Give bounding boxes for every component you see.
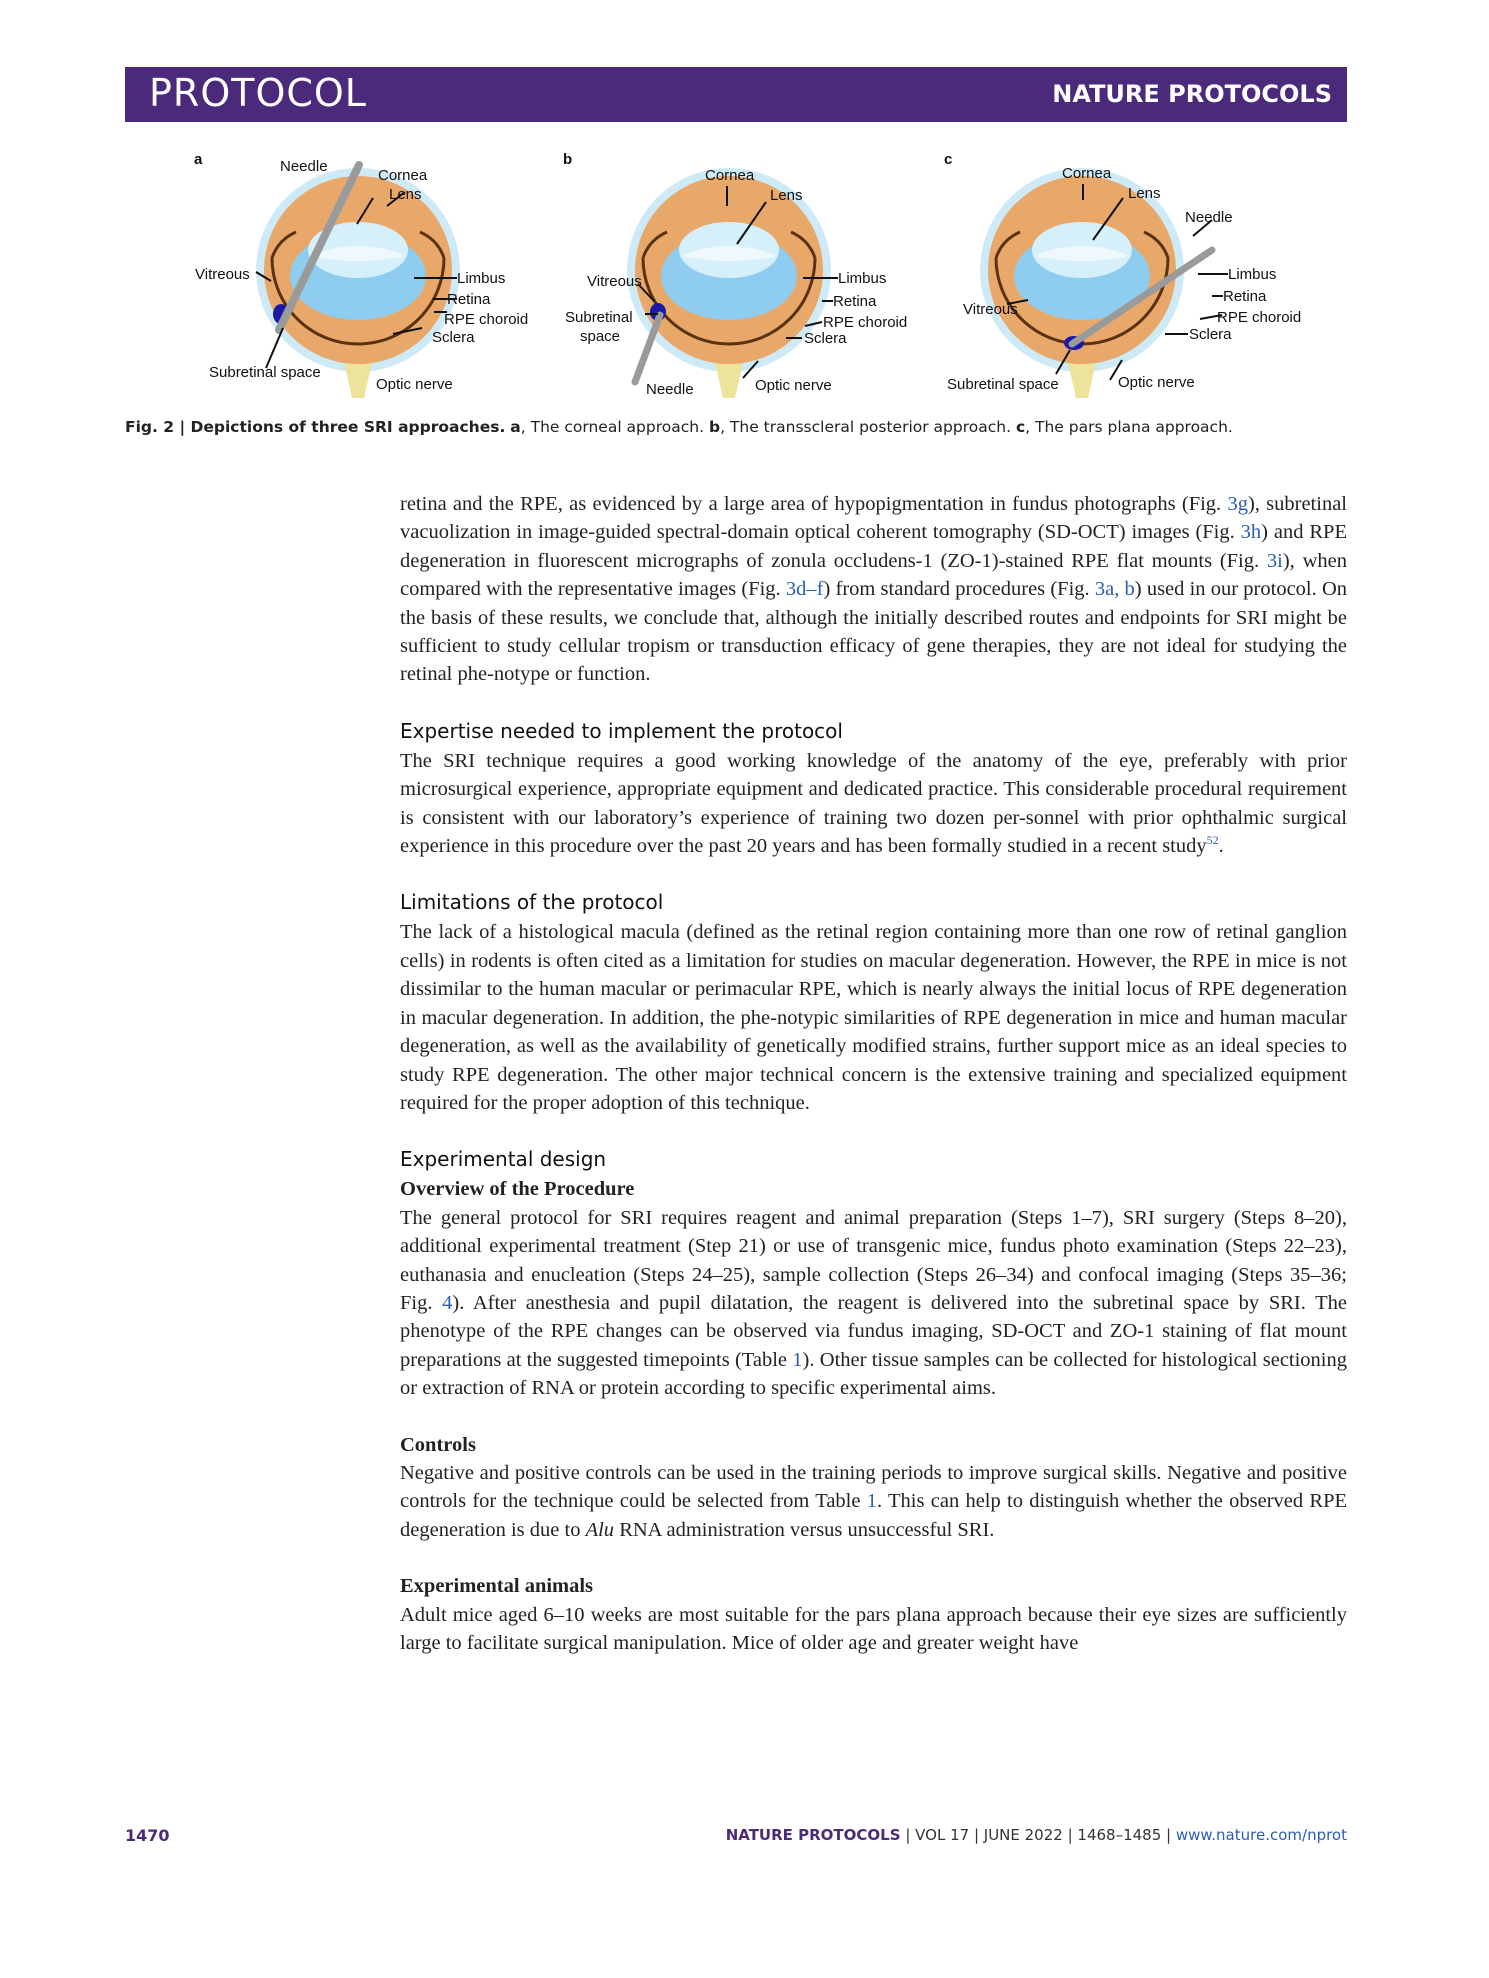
svg-text:Lens: Lens xyxy=(1128,185,1161,202)
section-label: PROTOCOL xyxy=(149,71,367,115)
svg-text:Vitreous: Vitreous xyxy=(963,301,1018,318)
svg-text:Lens: Lens xyxy=(389,186,422,203)
footer-citation: NATURE PROTOCOLS | VOL 17 | JUNE 2022 | 1468–1485 | www.nature.com/nprot xyxy=(725,1826,1347,1844)
page-number: 1470 xyxy=(125,1826,170,1845)
svg-text:Subretinal: Subretinal xyxy=(565,309,633,326)
svg-text:space: space xyxy=(580,328,621,345)
header-banner xyxy=(125,67,1347,122)
svg-text:Needle: Needle xyxy=(1185,209,1233,226)
svg-text:Sclera: Sclera xyxy=(432,329,475,346)
subheading-controls: Controls xyxy=(400,1433,476,1456)
svg-text:Cornea: Cornea xyxy=(1062,165,1112,182)
svg-text:Cornea: Cornea xyxy=(378,167,428,184)
svg-text:Needle: Needle xyxy=(280,158,328,175)
panel-c-letter: c xyxy=(944,151,953,168)
svg-text:Needle: Needle xyxy=(646,381,694,398)
caption-label: Fig. 2 | Depictions of three SRI approaches. xyxy=(125,418,506,436)
svg-text:Optic nerve: Optic nerve xyxy=(376,376,453,393)
fig-ref[interactable]: 3a, b xyxy=(1094,578,1135,601)
paragraph-expertise: The SRI technique requires a good working knowledge of the anatomy of the eye, preferably with prior microsurgical experience, appropriate equipment and dedicated practice. This considerable procedural requirement is consistent with our laboratory’s experience of training two dozen per-sonnel with prior ophthalmic surgical experience in this procedure over the past 20 years and has been formally studied in a recent study$^{52}$. xyxy=(400,749,1347,858)
panel-c xyxy=(944,151,1301,398)
heading-design: Experimental design xyxy=(400,1147,607,1172)
journal-url-link[interactable]: www.nature.com/nprot xyxy=(1175,1826,1347,1844)
svg-text:Vitreous: Vitreous xyxy=(587,273,642,290)
panel-b xyxy=(563,151,907,398)
svg-text:Subretinal space: Subretinal space xyxy=(947,376,1059,393)
heading-limitations: Limitations of the protocol xyxy=(400,890,664,915)
subheading-animals: Experimental animals xyxy=(400,1575,594,1598)
heading-expertise: Expertise needed to implement the protocol xyxy=(400,718,843,743)
fig-ref[interactable]: 4 xyxy=(442,1291,453,1314)
svg-text:Cornea: Cornea xyxy=(705,167,755,184)
article-body xyxy=(400,490,1347,1657)
fig-ref[interactable]: 3d–f xyxy=(785,578,824,601)
svg-text:Limbus: Limbus xyxy=(838,270,887,287)
svg-text:Sclera: Sclera xyxy=(804,330,847,347)
svg-text:Retina: Retina xyxy=(447,291,491,308)
panel-b-letter: b xyxy=(563,151,573,168)
svg-text:Sclera: Sclera xyxy=(1189,326,1232,343)
svg-text:Optic nerve: Optic nerve xyxy=(1118,374,1195,391)
svg-text:Lens: Lens xyxy=(770,187,803,204)
paragraph-limitations: The lack of a histological macula (defined as the retinal region containing more than one row of retinal ganglion cells) in rodents is often cited as a limitation for studies on macular degeneration. However, the RPE in mice is not dissimilar to the human macular or perimacular RPE, which is nearly always the initial locus of RPE degeneration in macular degeneration. In addition, the phe-notypic similarities of RPE degeneration in mice and human macular degeneration, as well as the availability of genetically modified strains, further support mice as an ideal species to study RPE degeneration. The other major technical concern is the extensive training and specialized equipment required for the proper adoption of this technique. xyxy=(400,921,1347,1114)
svg-text:RPE choroid: RPE choroid xyxy=(1217,309,1302,326)
svg-text:RPE choroid: RPE choroid xyxy=(444,311,529,328)
subheading-overview: Overview of the Procedure xyxy=(400,1178,635,1201)
fig-ref[interactable]: 3g xyxy=(1227,493,1248,515)
paragraph-animals: Adult mice aged 6–10 weeks are most suitable for the pars plana approach because their eye sizes are sufficiently large to facilitate surgical manipulation. Mice of older age and greater weight have xyxy=(400,1603,1347,1654)
svg-text:Retina: Retina xyxy=(1223,288,1267,305)
journal-label: NATURE PROTOCOLS xyxy=(1052,80,1332,108)
table-ref[interactable]: 1 xyxy=(866,1490,877,1513)
paragraph-overview: The general protocol for SRI requires reagent and animal preparation (Steps 1–7), SRI surgery (Steps 8–20), additional experimental treatment (Step 21) or use of transgenic mice, fundus photo examination (Steps 22–23), euthanasia and enucleation (Steps 24–25), sample collection (Steps 26–34) and confocal imaging (Steps 35–36; Fig. 4). After anesthesia and pupil dilatation, the reagent is delivered into the subretinal space by SRI. The phenotype of the RPE changes can be observed via fundus imaging, SD-OCT and ZO-1 staining of flat mount preparations at the suggested timepoints (Table 1). Other tissue samples can be collected for histological sectioning or extraction of RNA or protein according to specific experimental aims. xyxy=(400,1206,1348,1400)
panel-a xyxy=(194,151,528,398)
paragraph-intro: retina and the RPE, as evidenced by a large area of hypopigmentation in fundus photographs (Fig. 3g), subretinal vacuolization in image-guided spectral-domain optical coherent tomography (SD-OCT) images (Fig. 3h) and RPE degeneration in fluorescent micrographs of zonula occludens-1 (ZO-1)-stained RPE flat mounts (Fig. 3i), when compared with the representative images (Fig. 3d–f) from standard procedures (Fig. 3a, b) used in our protocol. On the basis of these results, we conclude that, although the initially described routes and endpoints for SRI might be sufficient to study cellular tropism or transduction efficacy of gene therapies, they are not ideal for studying the retinal phe-notype or function. xyxy=(400,493,1348,686)
svg-text:Limbus: Limbus xyxy=(1228,266,1277,283)
svg-text:RPE choroid: RPE choroid xyxy=(823,314,908,331)
panel-a-letter: a xyxy=(194,151,203,168)
fig-ref[interactable]: 3h xyxy=(1240,521,1262,544)
svg-text:Limbus: Limbus xyxy=(457,270,506,287)
table-ref[interactable]: 1 xyxy=(792,1348,803,1371)
svg-text:Optic nerve: Optic nerve xyxy=(755,377,832,394)
paragraph-controls: Negative and positive controls can be used in the training periods to improve surgical skills. Negative and positive controls for the technique could be selected from Table 1. This can help to distinguish whether the observed RPE degeneration is due to Alu RNA administration versus unsuccessful SRI. xyxy=(400,1461,1347,1541)
figure-caption: Fig. 2 | Depictions of three SRI approaches. a, The corneal approach. b, The transscleral posterior approach. c, The pars plana approach. xyxy=(125,418,1233,436)
citation-ref[interactable]: 52 xyxy=(1206,833,1219,848)
svg-text:Retina: Retina xyxy=(833,293,877,310)
svg-text:Subretinal space: Subretinal space xyxy=(209,364,321,381)
svg-text:Vitreous: Vitreous xyxy=(195,266,250,283)
eye-diagrams xyxy=(125,150,1347,410)
fig-ref[interactable]: 3i xyxy=(1266,549,1283,572)
figure-2 xyxy=(125,150,1347,410)
